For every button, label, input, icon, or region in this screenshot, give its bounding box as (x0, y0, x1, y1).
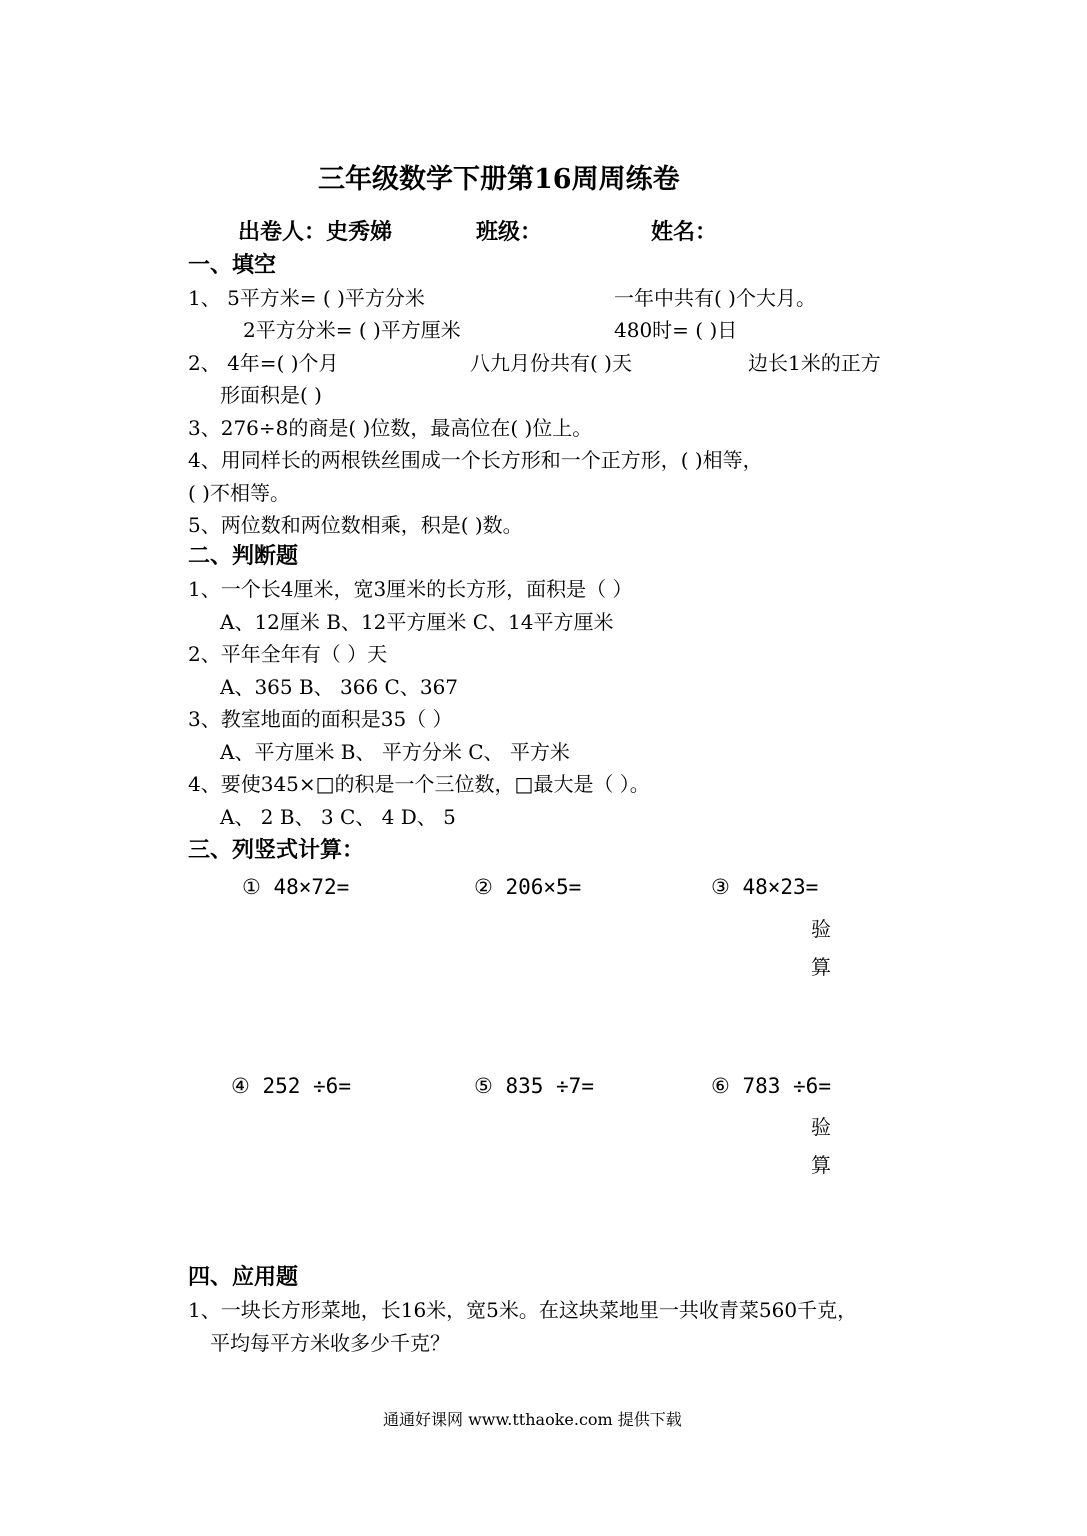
footer-watermark: 通通好课网 www.tthaoke.com 提供下载 (383, 1410, 682, 1429)
s1-q4-a: 4、用同样长的两根铁丝围成一个长方形和一个正方形，( )相等， (188, 448, 763, 472)
page-title: 三年级数学下册第16周周练卷 (318, 164, 680, 195)
check-label-2b: 算 (811, 1153, 831, 1177)
s1-q1-c: 2平方分米= ( )平方厘米 (243, 318, 461, 342)
s1-q5: 5、两位数和两位数相乘，积是( )数。 (188, 513, 523, 537)
calc-5: ⑤ 835 ÷7= (474, 1074, 594, 1098)
s1-q1-b: 一年中共有( )个大月。 (614, 286, 816, 310)
s2-q1-options: A、12厘米 B、12平方厘米 C、14平方厘米 (220, 610, 614, 634)
s4-q1-a: 1、一块长方形菜地，长16米，宽5米。在这块菜地里一共收青菜560千克， (188, 1298, 858, 1322)
s1-q3: 3、276÷8的商是( )位数，最高位在( )位上。 (188, 416, 593, 440)
s2-q3-options: A、平方厘米 B、 平方分米 C、 平方米 (220, 740, 570, 764)
check-label-1a: 验 (811, 917, 831, 941)
calc-3: ③ 48×23= (711, 875, 819, 899)
section-1-heading: 一、填空 (188, 252, 277, 278)
s2-q4-options: A、 2 B、 3 C、 4 D、 5 (220, 805, 456, 829)
section-2-heading: 二、判断题 (188, 543, 299, 569)
calc-6: ⑥ 783 ÷6= (711, 1074, 831, 1098)
s1-q1-d: 480时= ( )日 (614, 318, 738, 342)
s4-q1-b: 平均每平方米收多少千克？ (210, 1331, 450, 1355)
s2-q4: 4、要使345×□的积是一个三位数，□最大是（ ）。 (188, 772, 650, 796)
calc-1: ① 48×72= (242, 875, 350, 899)
check-label-1b: 算 (811, 955, 831, 979)
calc-4: ④ 252 ÷6= (231, 1074, 351, 1098)
class-label: 班级： (476, 219, 543, 245)
section-3-heading: 三、列竖式计算： (188, 837, 365, 863)
s2-q2: 2、平年全年有（ ）天 (188, 642, 388, 666)
s1-q2-d: 形面积是( ) (220, 383, 322, 407)
s1-q1-a: 1、 5平方米= ( )平方分米 (188, 286, 425, 310)
check-label-2a: 验 (811, 1115, 831, 1139)
s2-q1: 1、一个长4厘米，宽3厘米的长方形，面积是（ ） (188, 577, 633, 601)
s2-q2-options: A、365 B、 366 C、367 (220, 675, 459, 699)
author-line: 出卷人：史秀娣 (238, 219, 393, 245)
section-4-heading: 四、应用题 (188, 1264, 299, 1290)
name-label: 姓名： (651, 219, 718, 245)
s1-q2-b: 八九月份共有( )天 (470, 351, 632, 375)
s1-q4-b: ( )不相等。 (188, 481, 290, 505)
s2-q3: 3、教室地面的面积是35（ ） (188, 707, 453, 731)
calc-2: ② 206×5= (474, 875, 582, 899)
s1-q2-a: 2、 4年=( )个月 (188, 351, 339, 375)
s1-q2-c: 边长1米的正方 (748, 351, 881, 375)
